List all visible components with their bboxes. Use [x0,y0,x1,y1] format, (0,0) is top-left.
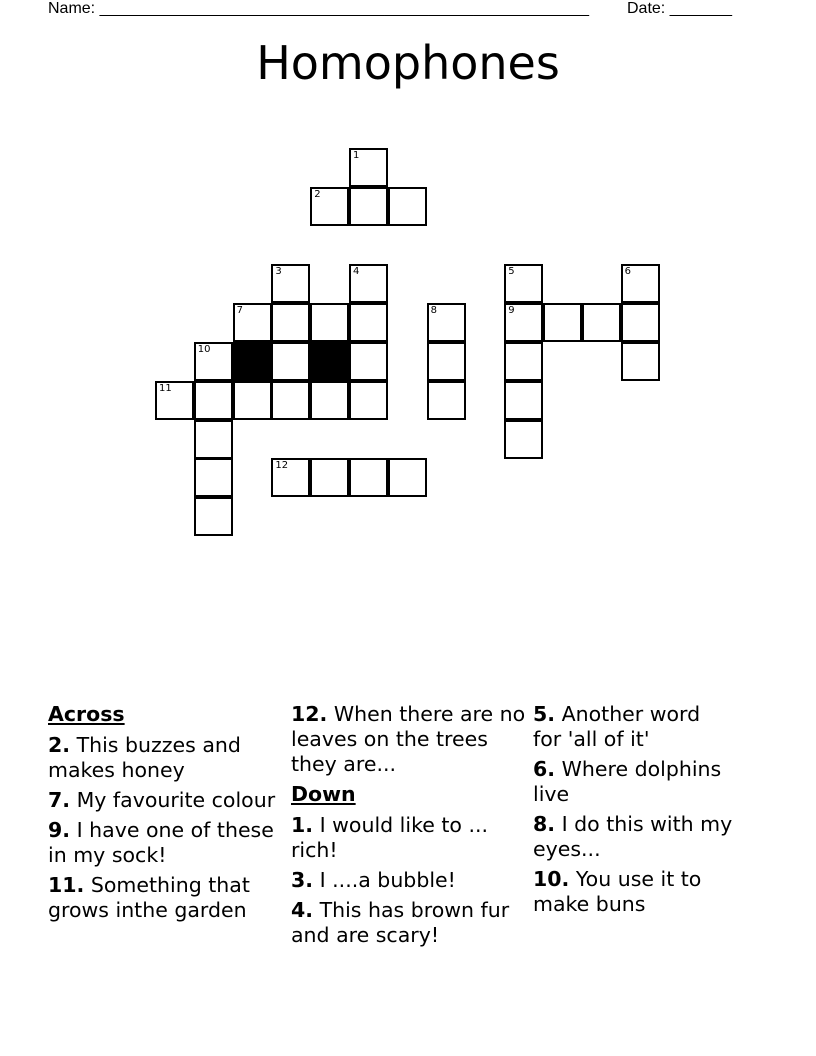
name-label: Name: [48,0,96,17]
clue-number: 6 [624,266,631,278]
clue-column-1 [48,702,288,928]
clue-column-2 [291,702,527,953]
clue-down-3: 3. I ....a bubble! [291,868,456,892]
clue-across-11: 11. Something that grows inthe garden [48,873,250,922]
clue-number: 4 [353,266,360,278]
page-title: Homophones [256,36,560,90]
crossword-cell[interactable] [271,342,310,381]
clue-across-9: 9. I have one of these in my sock! [48,818,274,867]
crossword-cell[interactable] [194,342,233,381]
crossword-cell[interactable] [582,303,621,342]
crossword-cell[interactable] [271,303,310,342]
clue-number: 9 [508,305,515,317]
clue-number: 7 [236,305,243,317]
crossword-cell[interactable] [427,381,466,420]
crossword-cell[interactable] [271,264,310,303]
crossword-cell[interactable] [427,303,466,342]
clue-column-3 [533,702,733,922]
name-line: _______________________________________________________ [99,0,589,17]
clue-number: 10 [197,344,211,355]
crossword-cell[interactable] [504,420,543,459]
crossword-cell[interactable] [621,303,660,342]
clue-number: 1 [353,150,360,161]
clue-across-2: 2. This buzzes and makes honey [48,733,241,782]
crossword-cell[interactable] [271,381,310,420]
date-label: Date: [627,0,666,17]
crossword-cell[interactable] [349,381,388,420]
crossword-cell[interactable] [310,303,349,342]
crossword-black-cell [233,342,272,381]
crossword-cell[interactable] [388,458,427,497]
crossword-cell[interactable] [504,342,543,381]
crossword-cell[interactable] [349,148,388,187]
crossword-cell[interactable] [621,342,660,381]
crossword-black-cell [310,342,349,381]
clue-number: 12 [275,460,289,472]
crossword-cell[interactable] [349,264,388,303]
crossword-cell[interactable] [349,458,388,497]
date-field[interactable] [627,0,732,18]
crossword-cell[interactable] [155,381,194,420]
clue-number: 3 [275,266,282,278]
crossword-cell[interactable] [388,187,427,226]
crossword-cell[interactable] [194,497,233,536]
crossword-cell[interactable] [504,303,543,342]
crossword-cell[interactable] [621,264,660,303]
clue-number: 8 [430,305,437,317]
clue-down-5: 5. Another word for 'all of it' [533,702,701,751]
crossword-cell[interactable] [233,303,272,342]
crossword-cell[interactable] [504,264,543,303]
clue-number: 11 [159,382,172,394]
date-line: _______ [669,0,732,17]
clue-down-1: 1. I would like to ... rich! [291,813,488,862]
crossword-cell[interactable] [310,458,349,497]
name-field[interactable] [48,0,589,18]
crossword-cell[interactable] [349,342,388,381]
clue-number: 2 [314,188,321,200]
crossword-cell[interactable] [349,303,388,342]
crossword-cell[interactable] [427,342,466,381]
crossword-cell[interactable] [194,381,233,420]
clue-down-10: 10. You use it to make buns [533,867,702,916]
clue-across-12: 12. When there are no leaves on the trees they are... [291,702,526,776]
clue-across-7: 7. My favourite colour [48,788,276,812]
crossword-cell[interactable] [543,303,582,342]
clue-number: 5 [508,266,515,278]
down-heading: Down [291,782,356,806]
crossword-cell[interactable] [194,458,233,497]
crossword-cell[interactable] [194,420,233,459]
crossword-cell[interactable] [310,381,349,420]
clue-down-6: 6. Where dolphins live [533,757,722,806]
crossword-cell[interactable] [310,187,349,226]
clue-down-8: 8. I do this with my eyes... [533,812,733,861]
crossword-cell[interactable] [233,381,272,420]
clue-down-4: 4. This has brown fur and are scary! [291,898,510,947]
across-heading: Across [48,702,125,726]
crossword-cell[interactable] [271,458,310,497]
crossword-cell[interactable] [349,187,388,226]
crossword-cell[interactable] [504,381,543,420]
